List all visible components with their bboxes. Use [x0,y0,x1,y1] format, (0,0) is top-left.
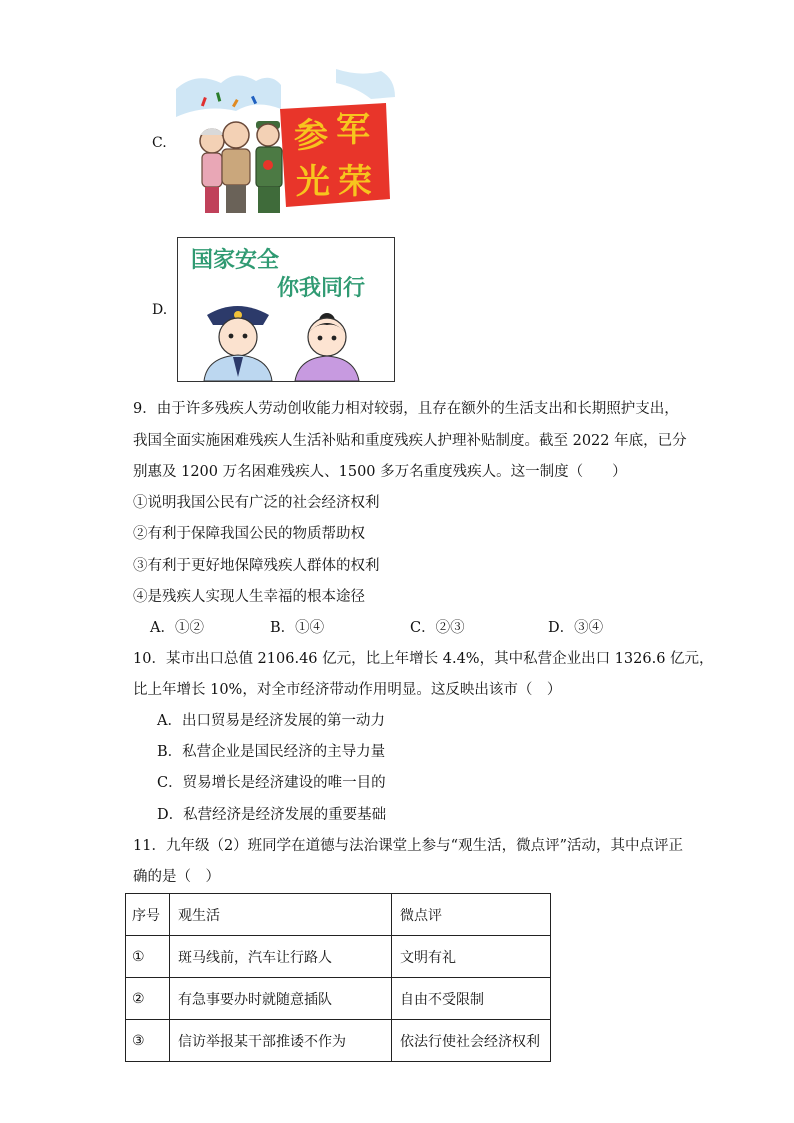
table-cell: ③ [126,1020,170,1062]
banner-char: 军 [336,110,370,150]
option-d-label: D. [152,302,168,318]
table-header-cell: 观生活 [170,894,392,936]
table-row [126,936,551,978]
table-cell: ② [126,978,170,1020]
q10-option-a[interactable]: A．出口贸易是经济发展的第一动力 [157,713,385,729]
q10-option-b[interactable]: B．私营企业是国民经济的主导力量 [157,744,386,760]
table-row [126,1020,551,1062]
q9-item-3: ③有利于更好地保障残疾人群体的权利 [133,558,380,574]
soldier-figure [256,121,282,213]
q9-choice-d[interactable]: D．③④ [548,620,604,636]
q9-choice-c[interactable]: C．②③ [410,620,465,636]
slogan-line1: 国家安全 [191,248,280,273]
option-c-illustration [176,69,395,217]
elderly-woman-figure [200,128,224,213]
banner-char: 荣 [338,162,372,202]
q11-stem-line1: 11．九年级（2）班同学在道德与法治课堂上参与“观生活，微点评”活动，其中点评正 [133,838,683,854]
table-header-row [126,894,551,936]
q9-item-1: ①说明我国公民有广泛的社会经济权利 [133,495,380,511]
q10-stem-line1: 10．某市出口总值 2106.46 亿元，比上年增长 4.4%，其中私营企业出口 1326.6 亿元， [133,651,714,667]
table-row [126,978,551,1020]
sky-splash-left [176,75,281,117]
banner-char: 参 [294,116,328,156]
banner-char: 光 [296,162,330,202]
table-cell: 文明有礼 [392,936,551,978]
option-d-illustration [177,237,395,382]
table-header-cell: 序号 [126,894,170,936]
table-cell: ① [126,936,170,978]
sky-splash-right [336,69,395,99]
table-cell: 信访举报某干部推诿不作为 [170,1020,392,1062]
q11-table [125,893,551,1062]
q9-choice-b[interactable]: B．①④ [270,620,325,636]
table-cell: 有急事要办时就随意插队 [170,978,392,1020]
q10-option-d[interactable]: D．私营经济是经济发展的重要基础 [157,807,387,823]
q10-option-c[interactable]: C．贸易增长是经济建设的唯一目的 [157,775,386,791]
table-cell: 依法行使社会经济权利 [392,1020,551,1062]
q9-stem-line2: 我国全面实施困难残疾人生活补贴和重度残疾人护理补贴制度。截至 2022 年底，已分 [133,433,687,449]
option-c-label: C. [152,135,167,151]
slogan-line2: 你我同行 [277,276,366,301]
q10-stem-line2: 比上年增长 10%，对全市经济带动作用明显。这反映出该市（ ） [133,682,562,698]
elderly-man-figure [222,122,250,213]
table-cell: 自由不受限制 [392,978,551,1020]
table-cell: 斑马线前，汽车让行路人 [170,936,392,978]
q9-stem-line3: 别惠及 1200 万名困难残疾人、1500 多万名重度残疾人。这一制度（ ） [133,464,627,480]
q9-item-2: ②有利于保障我国公民的物质帮助权 [133,526,365,542]
q11-stem-line2: 确的是（ ） [133,869,220,885]
q9-stem-line1: 9．由于许多残疾人劳动创收能力相对较弱，且存在额外的生活支出和长期照护支出， [133,401,679,417]
q9-choice-a[interactable]: A．①② [150,620,204,636]
q9-item-4: ④是残疾人实现人生幸福的根本途径 [133,589,365,605]
table-header-cell: 微点评 [392,894,551,936]
